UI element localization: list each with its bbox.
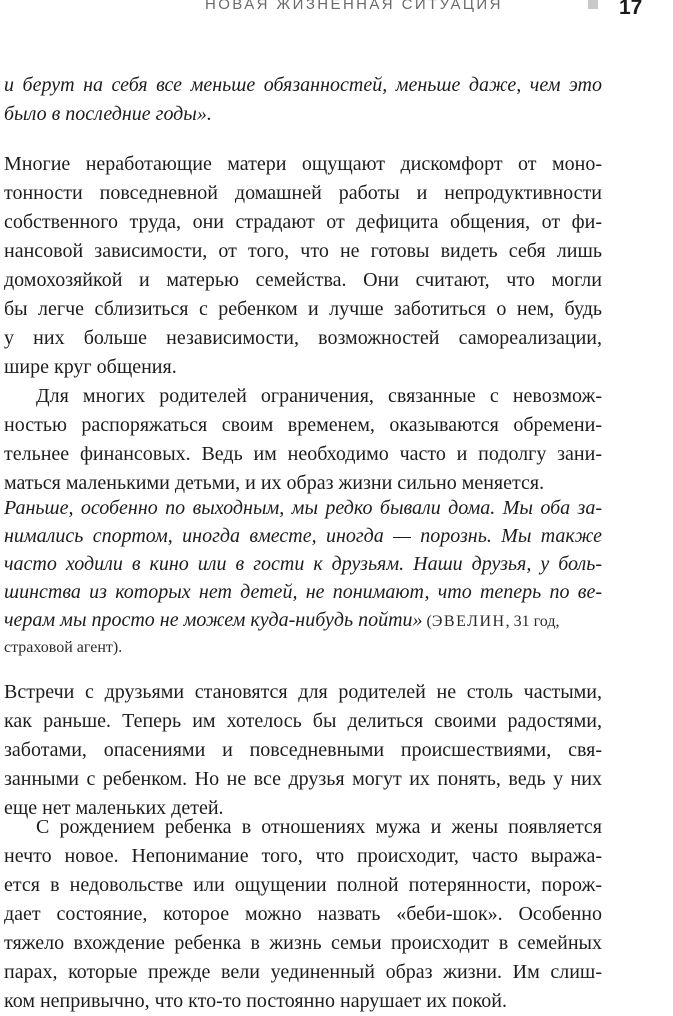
text-line: домохозяйкой и матерью семейства. Они считают, что могли [4,269,602,291]
text-line: и берут на себя все меньше обязанностей, меньше даже, чем это [4,74,602,96]
text-line: маться маленькими детьми, и их образ жизни сильно меняется. [4,472,545,494]
quote-block [4,494,602,662]
text-line: парах, которые прежде вели уединенный образ жизни. Им слиш- [4,961,602,983]
text-line: часто ходили в кино или в гости к друзьям. Наши друзья, у боль- [4,553,602,575]
text-line: занными с ребенком. Но не все друзья могут их понять, ведь у них [4,768,602,790]
text-line: ется в недовольстве или ощущении полной потерянности, порож- [4,874,602,896]
text-line [4,606,602,634]
paragraph [4,150,602,382]
text-line: Многие неработающие матери ощущают дискомфорт от моно- [4,153,602,175]
text-line: тонности повседневной домашней работы и непродуктивности [4,182,602,204]
paragraph [4,382,602,498]
attribution-age: , 31 год, [505,613,560,630]
text-line: бы легче сблизиться с ребенком и лучше заботиться о нем, будь [4,298,602,320]
running-header [0,0,673,30]
paragraph [4,813,602,1016]
text-line: шинства из которых нет детей, не понимают, что теперь по ве- [4,581,602,603]
text-line: С рождением ребенка в отношениях мужа и жены появляется [36,816,602,838]
attribution-open: ( [422,613,432,630]
attribution-line: страховой агент). [4,639,123,656]
text-line: нечто новое. Непонимание того, что происходит, часто выража- [4,845,602,867]
section-title: НОВАЯ ЖИЗНЕННАЯ СИТУАЦИЯ [205,0,503,13]
attribution-name: ЭВЕЛИН [431,613,506,630]
text-line: у них больше независимости, возможностей самореализации, [4,327,602,349]
text-line: как раньше. Теперь им хотелось бы делиться своими радостями, [4,710,602,732]
text-line: собственного труда, они страдают от дефицита общения, от фи- [4,211,602,233]
paragraph [4,678,602,823]
text-line: нимались спортом, иногда вместе, иногда — порознь. Мы также [4,525,602,547]
text-line: тяжело вхождение ребенка в жизнь семьи происходит в семейных [4,932,602,954]
text-line: Раньше, особенно по выходным, мы редко бывали дома. Мы оба за- [4,497,602,519]
text-line: ностью распоряжаться своим временем, оказываются обремени- [4,414,602,436]
text-line: было в последние годы». [4,103,212,125]
text-line: ком непривычно, что кто-то постоянно нарушает их покой. [4,990,508,1012]
text-line: тельнее финансовых. Ведь им необходимо часто и подолгу зани- [4,443,602,465]
text-line: шире круг общения. [4,356,177,378]
text-line: заботами, опасениями и повседневными происшествиями, свя- [4,739,602,761]
text-line: еще нет маленьких детей. [4,797,224,819]
text-line: Для многих родителей ограничения, связанные с невозмож- [36,385,602,407]
text-line: Встречи с друзьями становятся для родителей не столь частыми, [4,681,602,703]
quote-text: черам мы просто не можем куда-нибудь пойти» [4,609,423,631]
page-number: 17 [619,0,643,19]
header-marker [588,0,598,9]
text-line: дает состояние, которое можно назвать «беби-шок». Особенно [4,903,602,925]
text-line: нансовой зависимости, от того, что не готовы видеть себя лишь [4,240,602,262]
quote-continuation [4,71,602,129]
